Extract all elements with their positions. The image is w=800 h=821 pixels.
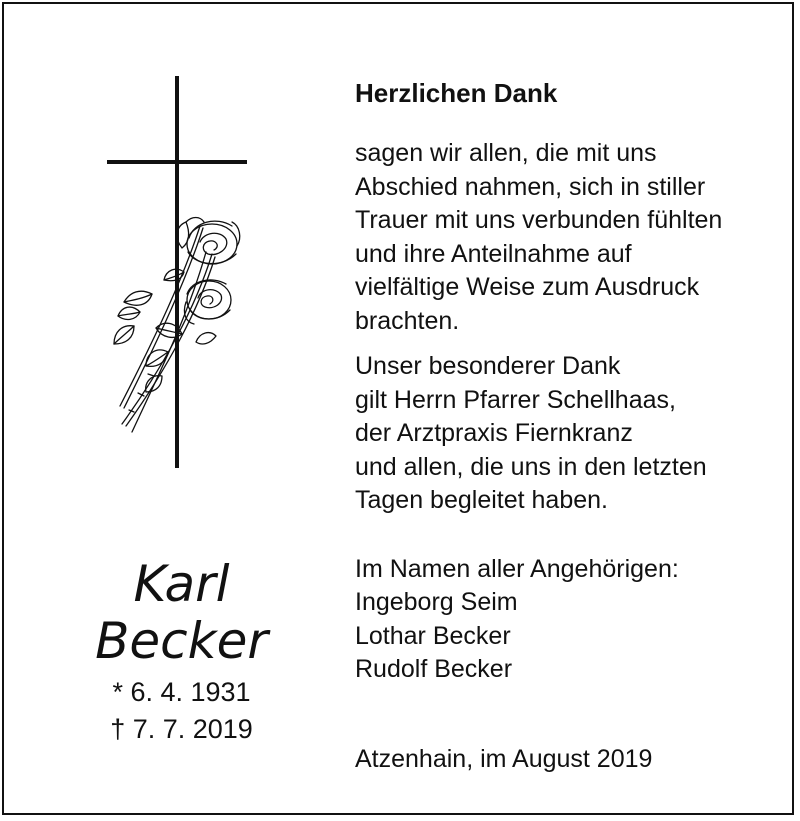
signer-name: Lothar Becker bbox=[355, 621, 511, 650]
text-line: brachten. bbox=[355, 306, 460, 335]
signoff-intro: Im Namen aller Angehörigen: bbox=[355, 554, 679, 583]
birth-date: * 6. 4. 1931 bbox=[112, 677, 251, 707]
place-and-date: Atzenhain, im August 2019 bbox=[355, 745, 653, 773]
text-line: gilt Herrn Pfarrer Schellhaas, bbox=[355, 385, 676, 414]
text-line: der Arztpraxis Fiernkranz bbox=[355, 419, 633, 447]
text-line: und ihre Anteilnahme auf bbox=[355, 239, 632, 268]
signoff bbox=[355, 553, 785, 687]
heading: Herzlichen Dank bbox=[355, 78, 558, 108]
text-line: Tagen begleitet haben. bbox=[355, 486, 608, 514]
life-dates bbox=[64, 674, 299, 748]
death-date: † 7. 7. 2019 bbox=[110, 714, 253, 744]
obituary-notice bbox=[2, 2, 794, 815]
signer-name: Ingeborg Seim bbox=[355, 588, 518, 616]
text-line: Trauer mit uns verbunden fühlten bbox=[355, 206, 723, 234]
cross-icon bbox=[107, 76, 247, 468]
text-line: sagen wir allen, die mit uns bbox=[355, 139, 657, 167]
cross-with-roses bbox=[104, 76, 254, 471]
text-line: und allen, die uns in den letzten bbox=[355, 452, 707, 481]
text-line: Abschied nahmen, sich in stiller bbox=[355, 172, 706, 201]
deceased-first-name: Karl bbox=[133, 555, 230, 613]
text-line: vielfältige Weise zum Ausdruck bbox=[355, 273, 700, 301]
special-thanks-paragraph bbox=[355, 350, 785, 518]
deceased-last-name: Becker bbox=[95, 612, 268, 670]
thanks-paragraph bbox=[355, 137, 785, 338]
deceased-block bbox=[64, 556, 299, 748]
text-line: Unser besonderer Dank bbox=[355, 352, 621, 380]
signer-name: Rudolf Becker bbox=[355, 655, 513, 683]
thanks-text bbox=[355, 76, 785, 687]
